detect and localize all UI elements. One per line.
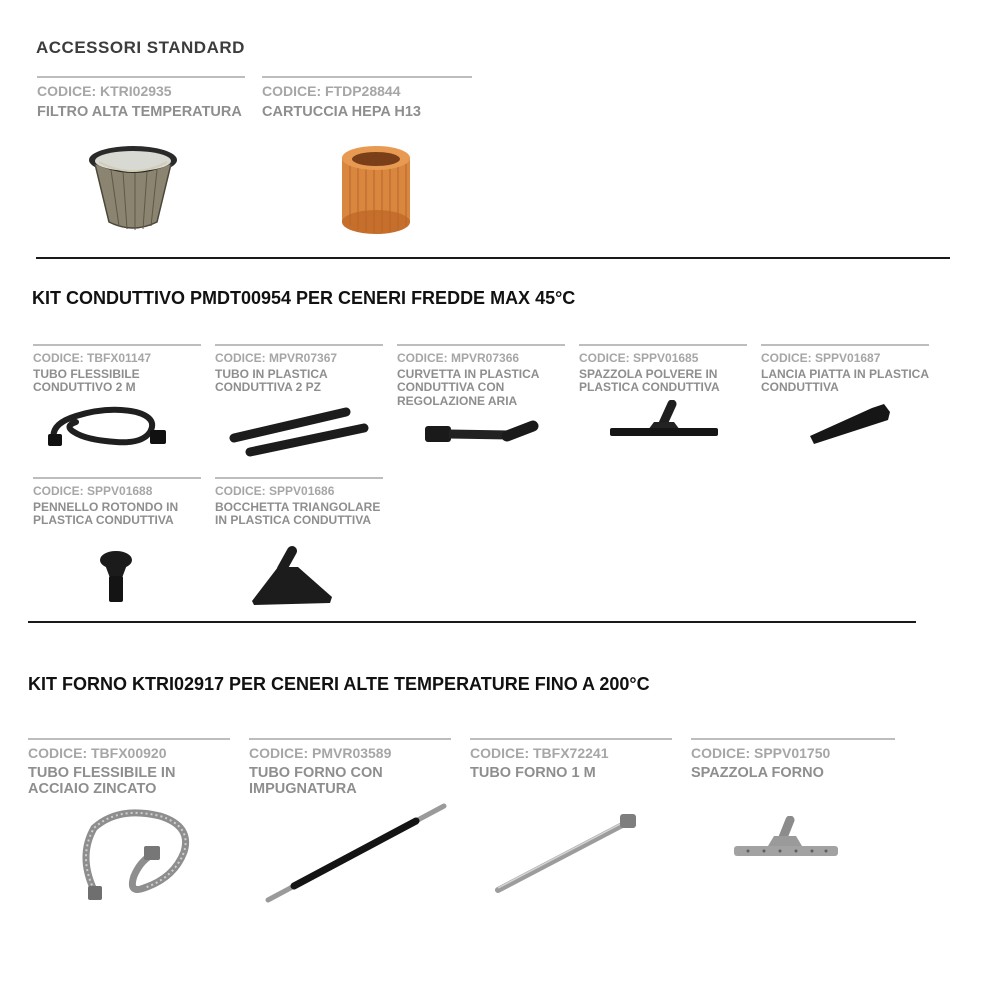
item-code: CODICE: TBFX00920: [28, 745, 167, 761]
section-divider: [28, 621, 916, 623]
triangular-nozzle-icon: [248, 545, 336, 607]
section-title-standard: ACCESSORI STANDARD: [36, 38, 245, 57]
item-code: CODICE: MPVR07366: [397, 351, 520, 365]
item-name: TUBO FLESSIBILE CONDUTTIVO 2 M: [33, 367, 140, 395]
plastic-tubes-icon: [228, 404, 370, 460]
item-rule: [579, 344, 747, 346]
item-name: SPAZZOLA FORNO: [691, 765, 824, 781]
accessory-item: [37, 76, 245, 120]
item-name: LANCIA PIATTA IN PLASTICA CONDUTTIVA: [761, 367, 929, 395]
oven-tube-handle-icon: [264, 802, 448, 906]
item-name: FILTRO ALTA TEMPERATURA: [37, 104, 242, 120]
accessory-item: [215, 344, 383, 395]
item-name: TUBO FORNO 1 M: [470, 765, 596, 781]
item-rule: [470, 738, 672, 740]
accessory-item: [33, 344, 201, 395]
accessory-item: [470, 738, 672, 781]
item-code: CODICE: MPVR07367: [215, 351, 338, 365]
crevice-tool-icon: [806, 400, 894, 448]
steel-hose-icon: [74, 806, 196, 904]
section-divider: [36, 257, 950, 259]
item-code: CODICE: SPPV01685: [579, 351, 699, 365]
accessory-item: [691, 738, 895, 781]
item-code: CODICE: KTRI02935: [37, 83, 172, 99]
item-name: CARTUCCIA HEPA H13: [262, 104, 421, 120]
oven-brush-icon: [730, 816, 842, 864]
curved-wand-icon: [423, 418, 539, 450]
item-code: CODICE: SPPV01688: [33, 484, 153, 498]
flexible-hose-icon: [46, 402, 168, 452]
accessory-item: [28, 738, 230, 797]
round-brush-icon: [96, 548, 136, 606]
item-code: CODICE: SPPV01750: [691, 745, 831, 761]
item-name: TUBO IN PLASTICA CONDUTTIVA 2 PZ: [215, 367, 328, 395]
section-title-kit-conduttivo: KIT CONDUTTIVO PMDT00954 PER CENERI FREDDE MAX 45°C: [32, 288, 576, 308]
accessory-item: [397, 344, 565, 408]
item-name: PENNELLO ROTONDO IN PLASTICA CONDUTTIVA: [33, 500, 179, 528]
item-rule: [37, 76, 245, 78]
item-name: CURVETTA IN PLASTICA CONDUTTIVA CON REGOLAZIONE ARIA: [397, 367, 540, 408]
item-name: BOCCHETTA TRIANGOLARE IN PLASTICA CONDUTTIVA: [215, 500, 381, 528]
item-code: CODICE: SPPV01687: [761, 351, 881, 365]
item-name: SPAZZOLA POLVERE IN PLASTICA CONDUTTIVA: [579, 367, 720, 395]
item-name: TUBO FLESSIBILE IN ACCIAIO ZINCATO: [28, 765, 176, 798]
item-rule: [28, 738, 230, 740]
hepa-cartridge-icon: [338, 142, 414, 236]
item-rule: [691, 738, 895, 740]
item-rule: [761, 344, 929, 346]
item-rule: [249, 738, 451, 740]
item-rule: [33, 344, 201, 346]
item-name: TUBO FORNO CON IMPUGNATURA: [249, 765, 383, 798]
item-rule: [397, 344, 565, 346]
section-title-kit-forno: KIT FORNO KTRI02917 PER CENERI ALTE TEMPERATURE FINO A 200°C: [28, 674, 650, 694]
accessory-item: [262, 76, 472, 120]
item-rule: [215, 344, 383, 346]
accessory-item: [761, 344, 929, 395]
dust-brush-icon: [608, 400, 720, 442]
item-rule: [215, 477, 383, 479]
item-code: CODICE: SPPV01686: [215, 484, 335, 498]
accessory-item: [215, 477, 383, 528]
filter-basket-icon: [85, 142, 181, 234]
item-rule: [262, 76, 472, 78]
accessory-item: [249, 738, 451, 797]
accessory-item: [579, 344, 747, 395]
item-rule: [33, 477, 201, 479]
accessory-item: [33, 477, 201, 528]
item-code: CODICE: FTDP28844: [262, 83, 401, 99]
item-code: CODICE: TBFX72241: [470, 745, 609, 761]
item-code: CODICE: TBFX01147: [33, 351, 152, 365]
item-code: CODICE: PMVR03589: [249, 745, 392, 761]
oven-tube-icon: [494, 812, 642, 896]
